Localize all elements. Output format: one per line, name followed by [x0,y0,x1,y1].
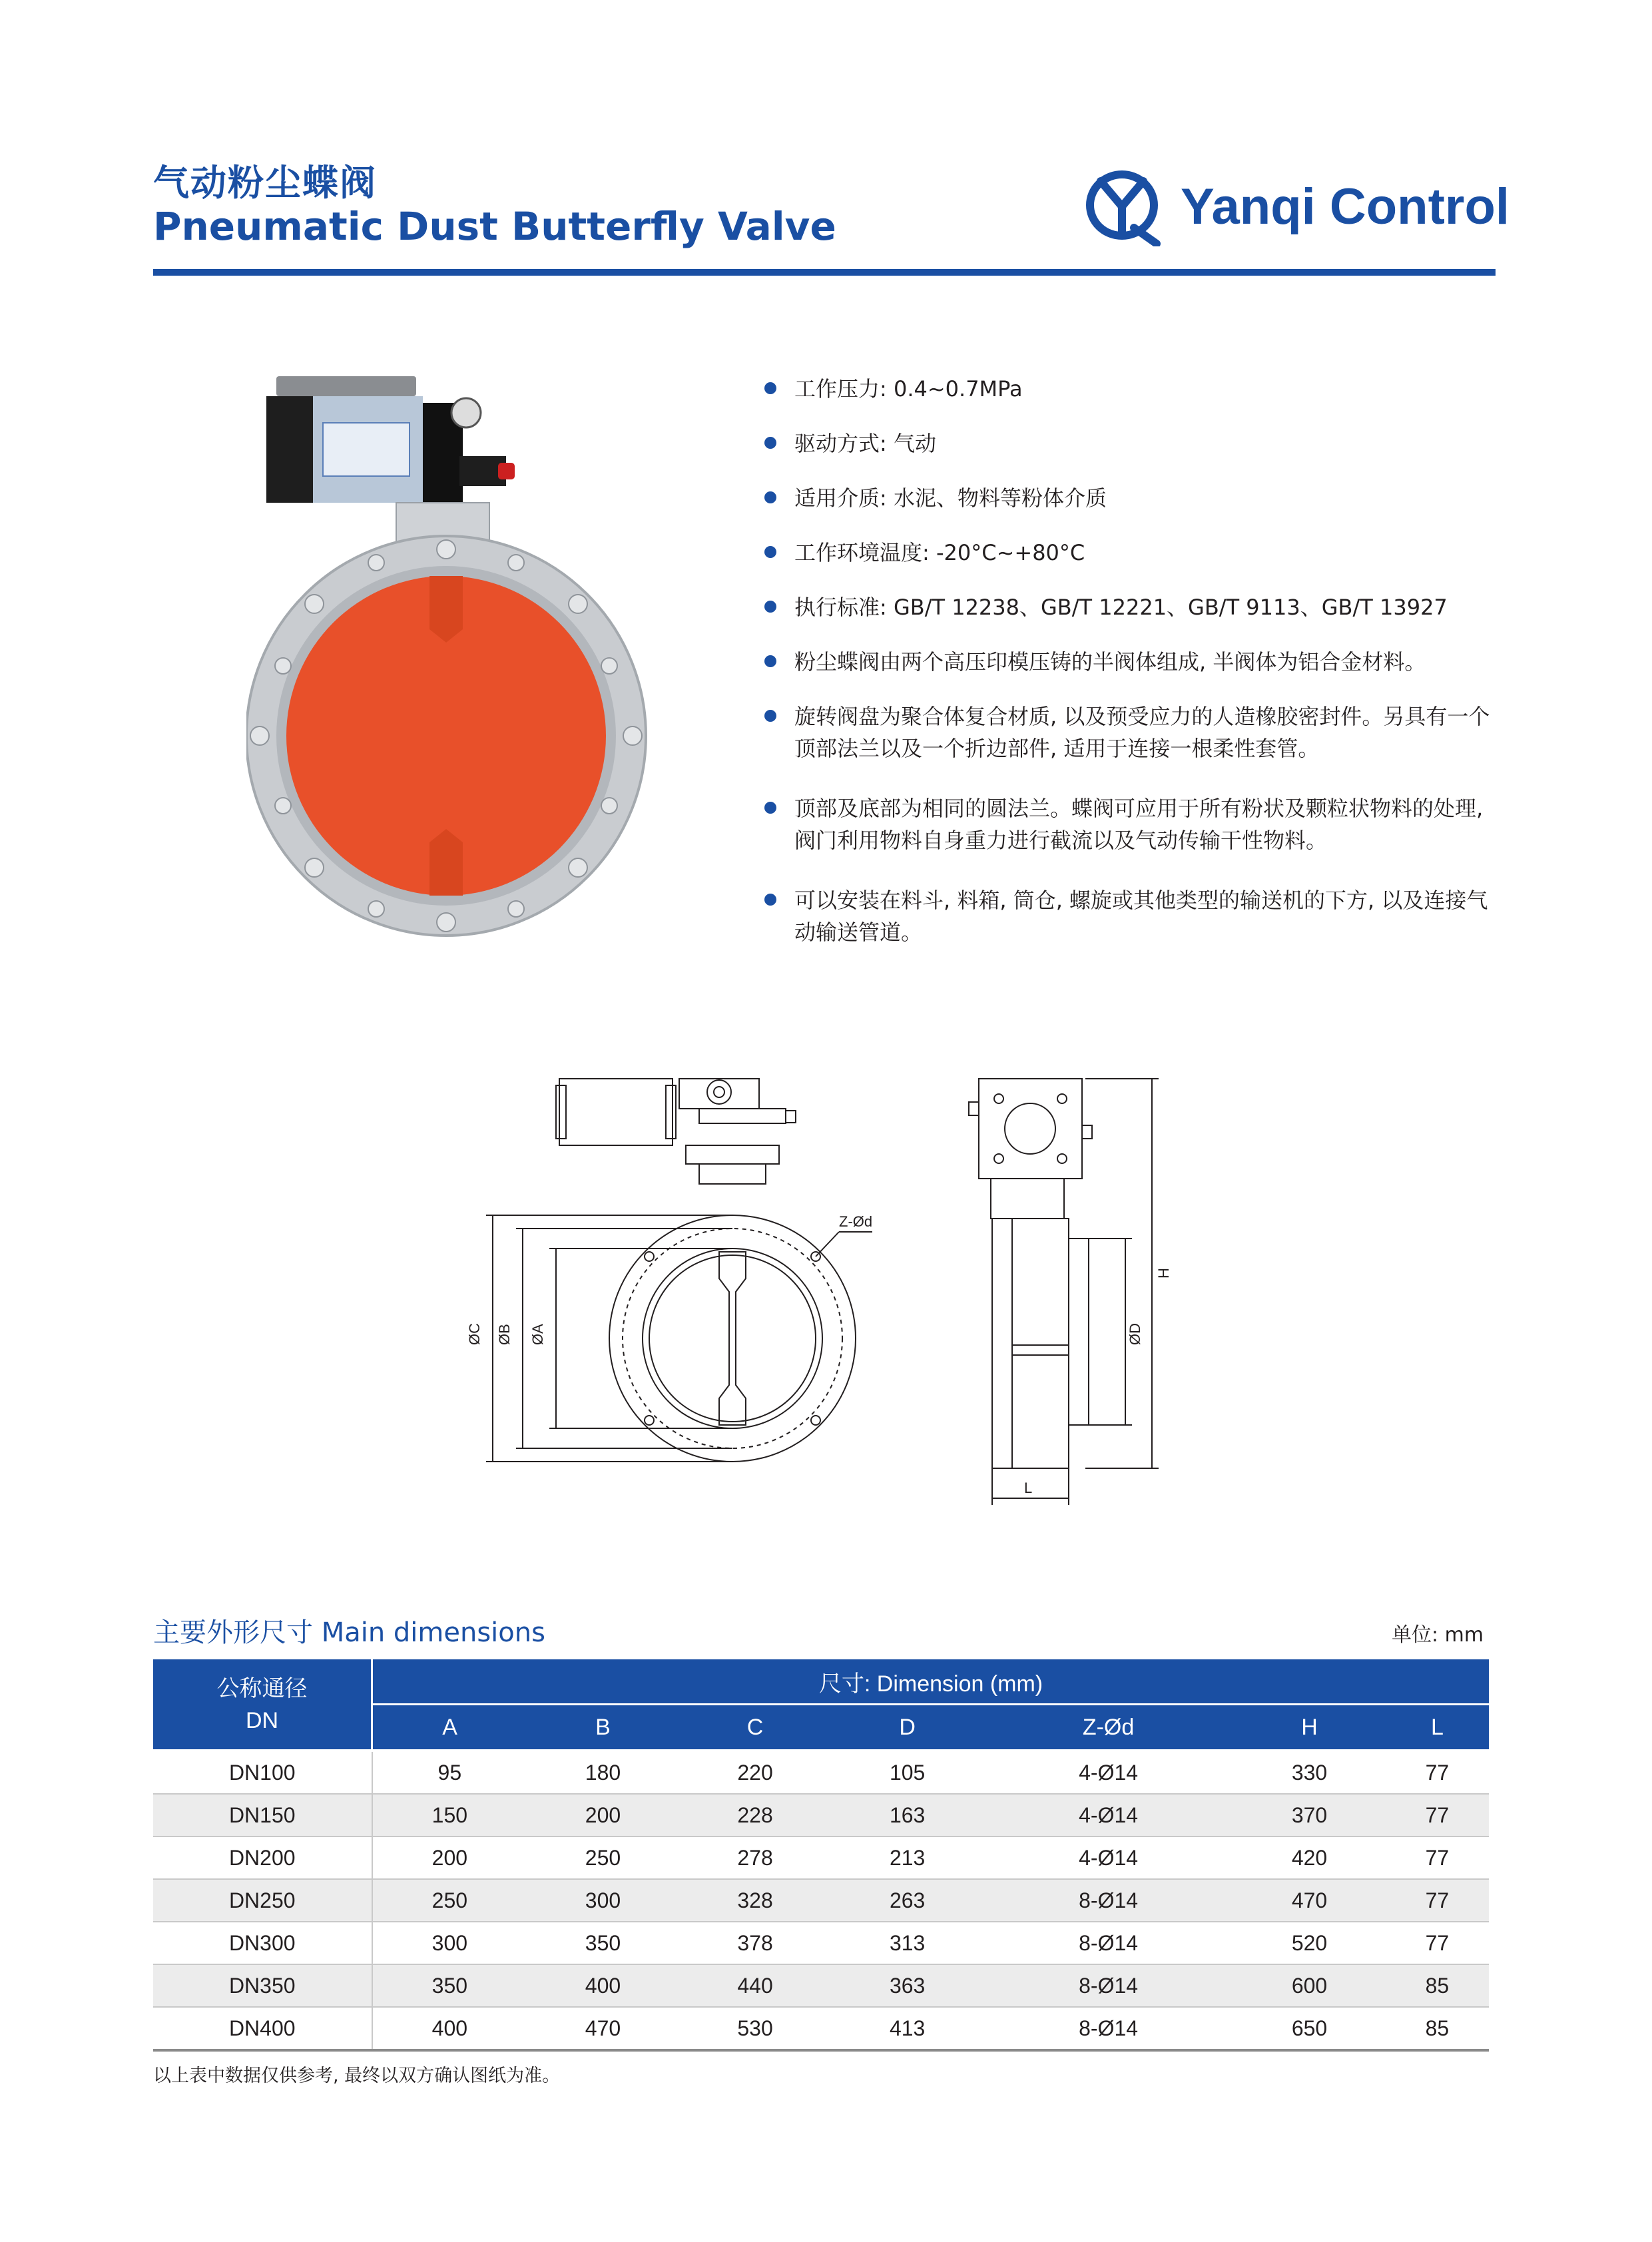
table-cell: 180 [527,1751,679,1794]
table-cell: 4-Ø14 [983,1751,1233,1794]
label-zd: Z-Ød [839,1213,873,1230]
table-cell: 250 [527,1836,679,1879]
table-cell: 150 [372,1794,527,1836]
bullet-icon [764,601,776,613]
table-cell: 213 [831,1836,983,1879]
table-row [153,1794,1489,1836]
table-cell: 8-Ø14 [983,2007,1233,2050]
column-header: A [372,1705,527,1751]
header-divider [153,269,1496,276]
yq-logo-icon [1082,166,1169,246]
table-cell: 228 [679,1794,832,1836]
table-row [153,1964,1489,2007]
bullet-icon [764,802,776,814]
label-b: ØB [496,1324,513,1345]
table-cell: 413 [831,2007,983,2050]
column-header: H [1233,1705,1386,1751]
feature-item: 粉尘蝶阀由两个高压印模压铸的半阀体组成, 半阀体为铝合金材料。 [764,646,1504,678]
label-l: L [1024,1480,1033,1496]
dn-header-en: DN [245,1707,279,1733]
dimensions-table [153,1659,1489,2052]
table-cell: 200 [372,1836,527,1879]
table-cell: 250 [372,1879,527,1922]
table-cell: 77 [1386,1879,1489,1922]
table-cell: 8-Ø14 [983,1922,1233,1964]
table-cell: 300 [527,1879,679,1922]
table-cell: 263 [831,1879,983,1922]
bullet-icon [764,491,776,503]
table-cell: 370 [1233,1794,1386,1836]
column-header: Z-Ød [983,1705,1233,1751]
table-cell: 163 [831,1794,983,1836]
table-cell: 378 [679,1922,832,1964]
dn-cell: DN250 [153,1879,372,1922]
table-row [153,1922,1489,1964]
dn-cell: DN400 [153,2007,372,2050]
table-cell: 220 [679,1751,832,1794]
feature-item: 执行标准: GB/T 12238、GB/T 12221、GB/T 9113、GB/T 13927 [764,591,1504,623]
table-note: 以上表中数据仅供参考, 最终以双方确认图纸为准。 [153,2066,561,2086]
table-cell: 470 [527,2007,679,2050]
table-cell: 105 [831,1751,983,1794]
label-d: ØD [1127,1323,1143,1345]
table-cell: 420 [1233,1836,1386,1879]
dimension-header: 尺寸: Dimension (mm) [372,1659,1490,1705]
dn-cell: DN100 [153,1751,372,1794]
bullet-icon [764,894,776,906]
table-cell: 650 [1233,2007,1386,2050]
table-cell: 530 [679,2007,832,2050]
feature-item: 适用介质: 水泥、物料等粉体介质 [764,482,1504,514]
product-photo [246,363,659,962]
bullet-icon [764,382,776,394]
feature-item: 工作环境温度: -20°C~+80°C [764,537,1504,569]
dn-cell: DN150 [153,1794,372,1836]
brand-logo [1082,166,1510,246]
technical-drawing [466,1059,1192,1512]
table-cell: 8-Ø14 [983,1879,1233,1922]
table-cell: 8-Ø14 [983,1964,1233,2007]
feature-list [764,373,1504,948]
page-title-en: Pneumatic Dust Butterfly Valve [153,204,836,249]
unit-label: 单位: mm [1392,1623,1484,1647]
table-cell: 95 [372,1751,527,1794]
table-cell: 4-Ø14 [983,1836,1233,1879]
dn-cell: DN300 [153,1922,372,1964]
dn-header [153,1659,372,1751]
table-cell: 400 [527,1964,679,2007]
table-cell: 313 [831,1922,983,1964]
table-row [153,1879,1489,1922]
table-row [153,1836,1489,1879]
bullet-icon [764,546,776,558]
table-cell: 363 [831,1964,983,2007]
table-title: 主要外形尺寸 Main dimensions [153,1617,545,1648]
page-title-cn: 气动粉尘蝶阀 [153,162,377,204]
dn-cell: DN200 [153,1836,372,1879]
table-cell: 400 [372,2007,527,2050]
table-cell: 300 [372,1922,527,1964]
feature-item: 工作压力: 0.4~0.7MPa [764,373,1504,405]
table-cell: 77 [1386,1751,1489,1794]
brand-name: Yanqi Control [1181,178,1510,235]
table-cell: 330 [1233,1751,1386,1794]
bullet-icon [764,655,776,667]
table-cell: 85 [1386,1964,1489,2007]
column-header: L [1386,1705,1489,1751]
table-cell: 4-Ø14 [983,1794,1233,1836]
feature-item: 旋转阀盘为聚合体复合材质, 以及预受应力的人造橡胶密封件。另具有一个顶部法兰以及一个折边部件, 适用于连接一根柔性套管。 [764,701,1504,764]
table-cell: 440 [679,1964,832,2007]
table-cell: 350 [372,1964,527,2007]
column-header: D [831,1705,983,1751]
table-cell: 77 [1386,1794,1489,1836]
table-cell: 85 [1386,2007,1489,2050]
bullet-icon [764,437,776,449]
column-header: C [679,1705,832,1751]
bullet-icon [764,710,776,722]
table-cell: 328 [679,1879,832,1922]
table-cell: 200 [527,1794,679,1836]
feature-item: 可以安装在料斗, 料箱, 筒仓, 螺旋或其他类型的输送机的下方, 以及连接气动输送管道。 [764,884,1504,948]
table-cell: 520 [1233,1922,1386,1964]
actuator-outline [559,1079,673,1145]
table-cell: 77 [1386,1836,1489,1879]
table-cell: 470 [1233,1879,1386,1922]
table-cell: 278 [679,1836,832,1879]
feature-item: 顶部及底部为相同的圆法兰。蝶阀可应用于所有粉状及颗粒状物料的处理, 阀门利用物料自身重力进行截流以及气动传输干性物料。 [764,792,1504,856]
column-header: B [527,1705,679,1751]
table-row [153,1751,1489,1794]
table-cell: 350 [527,1922,679,1964]
table-cell: 77 [1386,1922,1489,1964]
feature-item: 驱动方式: 气动 [764,427,1504,459]
dn-cell: DN350 [153,1964,372,2007]
label-c: ØC [466,1323,483,1345]
table-row [153,2007,1489,2050]
dn-header-cn: 公称通径 [216,1675,308,1701]
label-h: H [1155,1268,1172,1278]
table-cell: 600 [1233,1964,1386,2007]
label-a: ØA [529,1324,546,1345]
